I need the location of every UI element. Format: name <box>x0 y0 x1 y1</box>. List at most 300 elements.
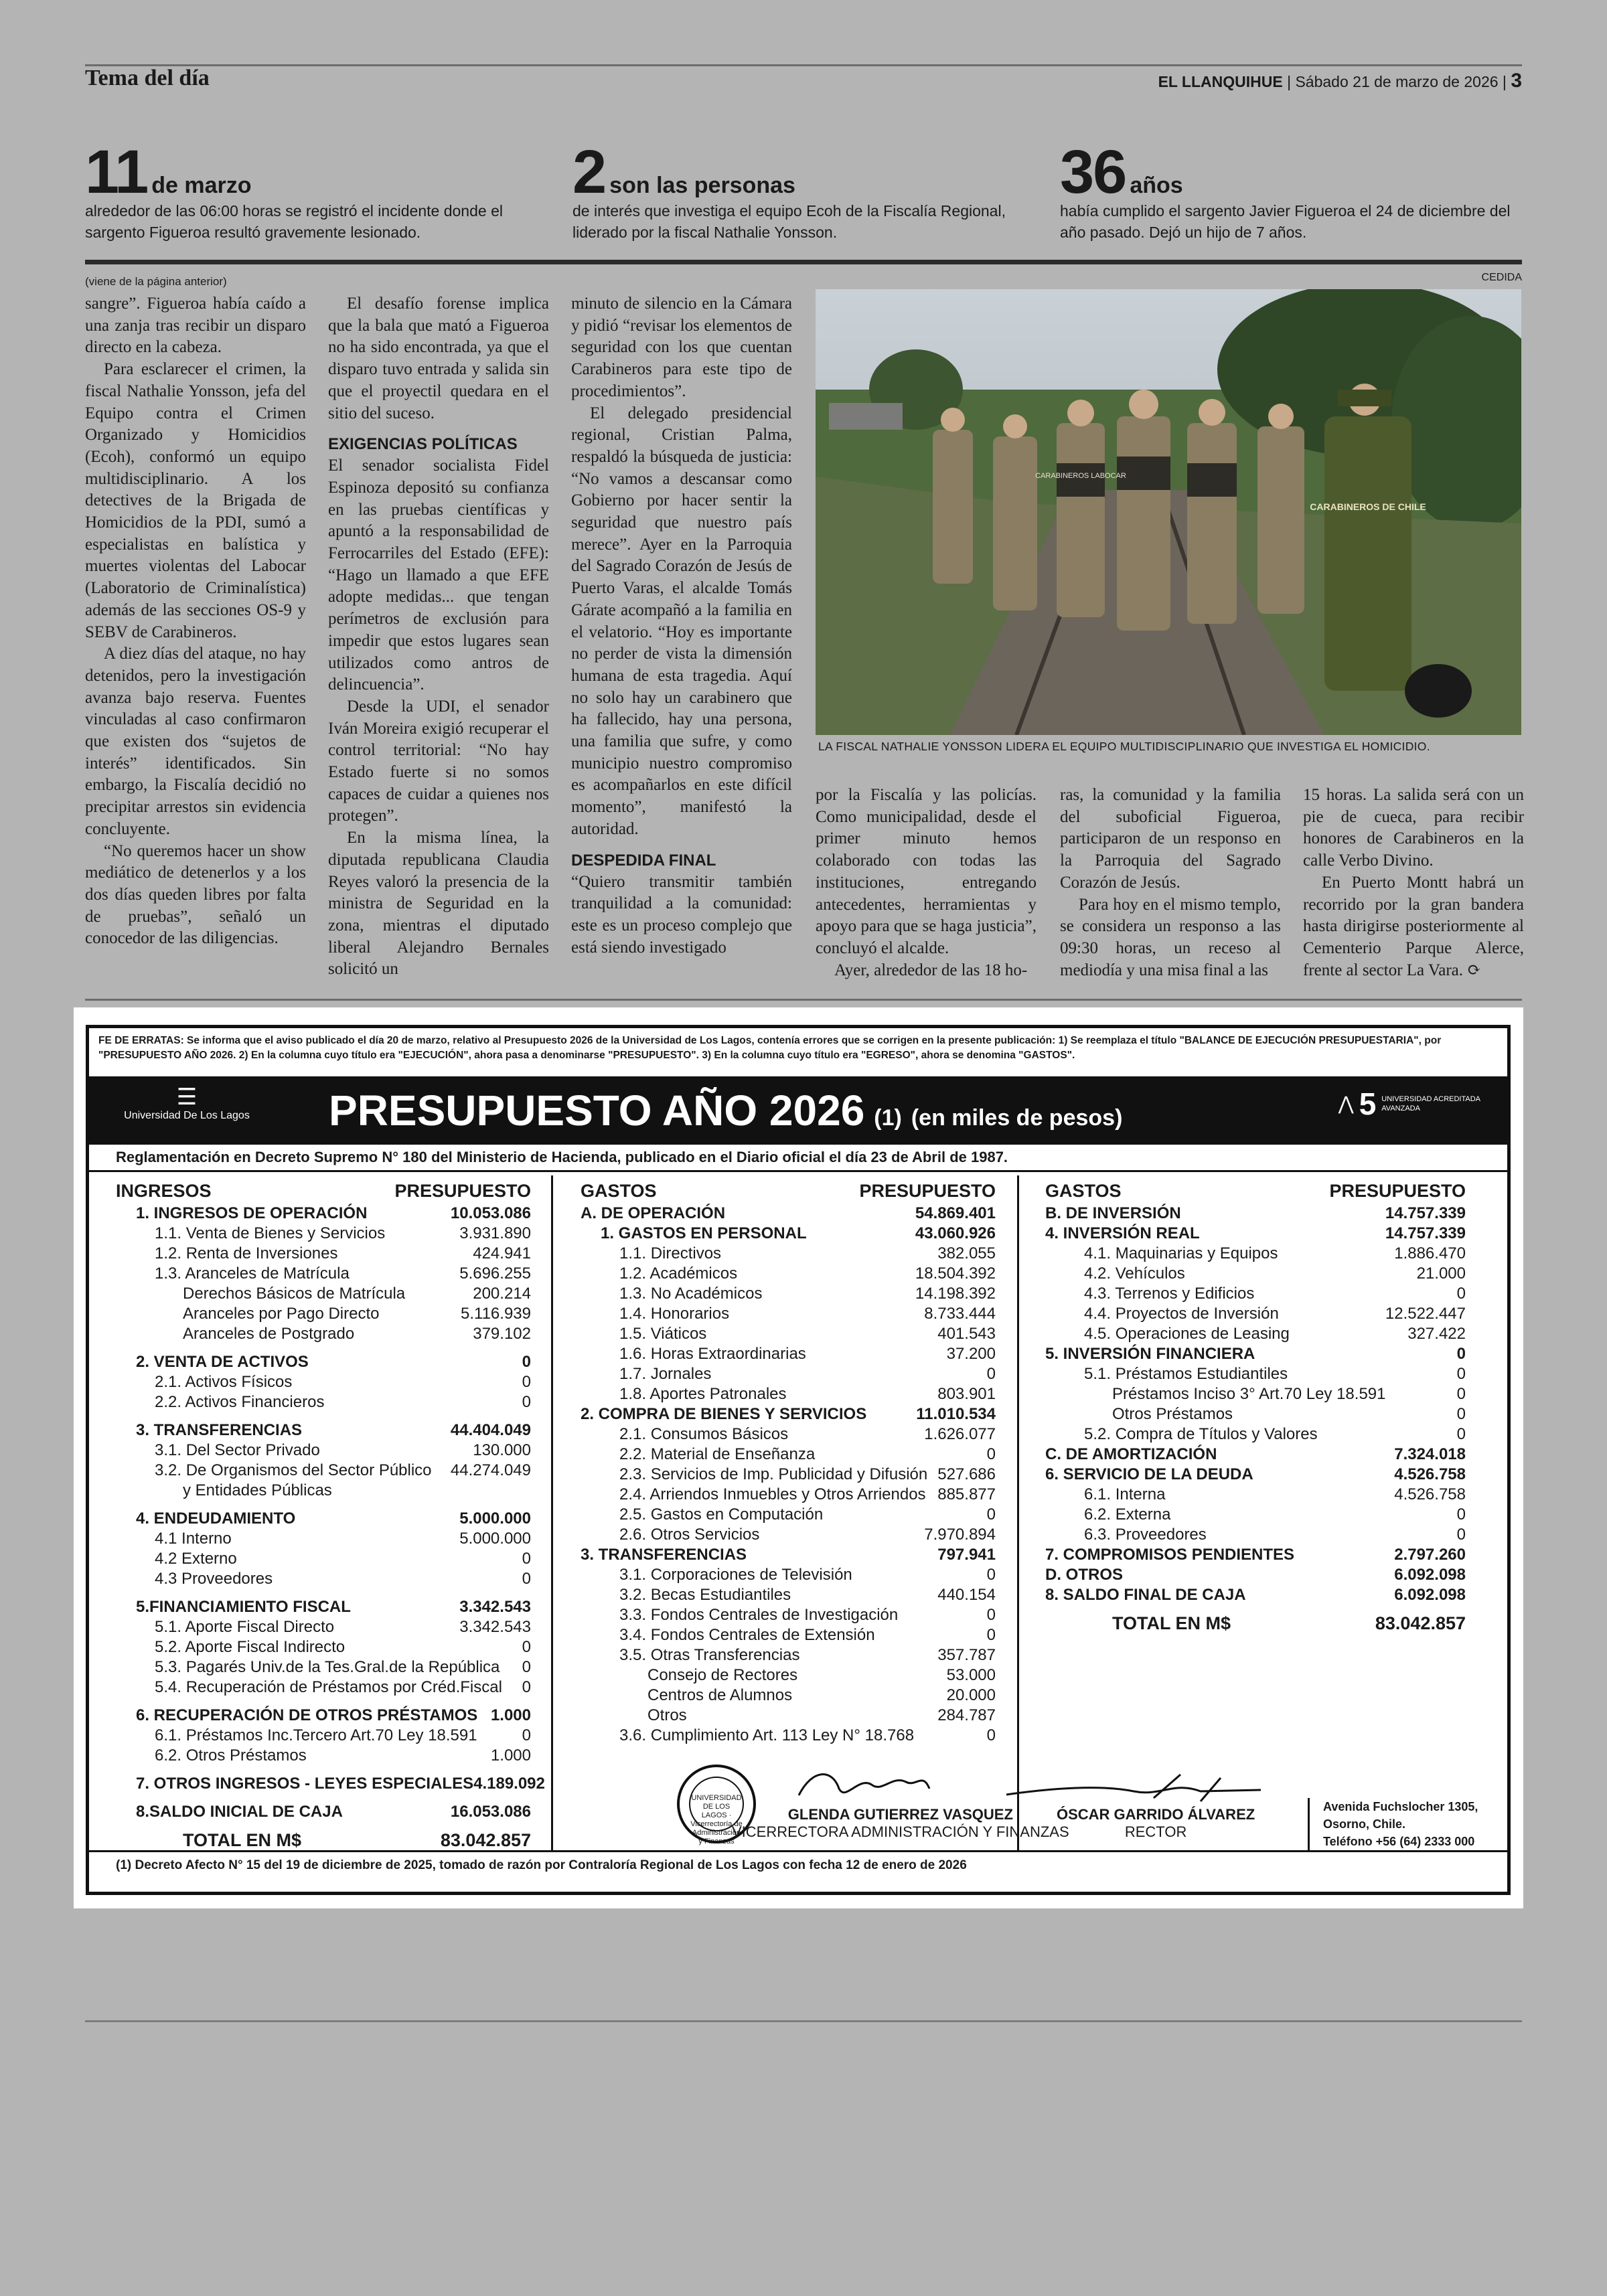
table-row <box>581 1404 996 1424</box>
row-label: 3.2. De Organismos del Sector Público <box>155 1461 432 1479</box>
table-row <box>1045 1384 1466 1404</box>
table-row <box>1045 1224 1466 1244</box>
paragraph: El desafío forense implica que la bala que mató a Figueroa no ha sido encontrada, ya que el disparo tuvo entrada y salida sin que el proyectil quedara en el sitio del suceso. <box>328 295 549 422</box>
row-value: 21.000 <box>1416 1264 1466 1283</box>
row-value: 43.060.926 <box>915 1224 996 1242</box>
row-value: 5.116.939 <box>461 1305 531 1323</box>
row-value: 0 <box>1456 1345 1466 1363</box>
row-value: 3.342.543 <box>459 1598 531 1616</box>
address-phone: Teléfono +56 (64) 2333 000 <box>1323 1835 1475 1848</box>
table-row <box>581 1424 996 1445</box>
row-value: 0 <box>986 1505 996 1524</box>
row-value: 0 <box>986 1726 996 1744</box>
table-row <box>116 1569 531 1589</box>
paragraph: Para esclarecer el crimen, la fiscal Nathalie Yonsson, jefa del Equipo contra el Crimen Organizado y Homicidios (Ecoh), conformó un equipo multidisciplinario. A los detectives de la Brigada de Homicidios de la PDI, sumó a especialistas en balística y muertes violentas del Labocar (Laboratorio de Criminalística) además de las secciones OS-9 y SEBV de Carabineros. <box>85 360 306 641</box>
row-value: 83.042.857 <box>1375 1613 1466 1633</box>
stat-persons <box>572 138 1041 243</box>
table-row <box>116 1657 531 1677</box>
table-row <box>1045 1204 1466 1224</box>
row-value: 2.797.260 <box>1394 1546 1466 1564</box>
paragraph: 15 horas. La salida será con un pie de cueca, para recibir honores de Carabineros en la calle Verbo Divino. <box>1303 786 1524 870</box>
row-value: 0 <box>522 1373 531 1391</box>
ad-title-unit: (en miles de pesos) <box>911 1105 1123 1131</box>
row-label: 3.6. Cumplimiento Art. 113 Ley N° 18.768 <box>619 1726 915 1744</box>
ad-title-text: PRESUPUESTO AÑO 2026 <box>329 1086 865 1135</box>
row-label: 4.4. Proyectos de Inversión <box>1084 1305 1279 1323</box>
table-row <box>1045 1505 1466 1525</box>
table-row <box>1045 1485 1466 1505</box>
row-value: 4.189.092 <box>473 1775 545 1793</box>
table-row <box>1045 1525 1466 1545</box>
table-row <box>116 1264 531 1284</box>
row-label: C. DE AMORTIZACIÓN <box>1045 1445 1217 1463</box>
row-label: Derechos Básicos de Matrícula <box>183 1285 406 1303</box>
gastos-operacion-table <box>581 1181 996 1746</box>
ad-title-band <box>89 1076 1507 1145</box>
row-value: 0 <box>986 1445 996 1463</box>
university-address <box>1308 1798 1478 1850</box>
table-row <box>1045 1613 1466 1637</box>
subheading: EXIGENCIAS POLÍTICAS <box>328 435 518 454</box>
row-value: 0 <box>1456 1385 1466 1403</box>
row-label: 1.1. Directivos <box>619 1244 722 1262</box>
row-value: 6.092.098 <box>1394 1566 1466 1584</box>
table-row <box>581 1706 996 1726</box>
university-logo <box>120 1084 254 1122</box>
row-label: y Entidades Públicas <box>183 1481 332 1499</box>
regulation-rule <box>89 1170 1507 1172</box>
row-label: 5. INVERSIÓN FINANCIERA <box>1045 1345 1255 1363</box>
table-row <box>116 1461 531 1481</box>
table-row <box>581 1686 996 1706</box>
signer-1-name: GLENDA GUTIERREZ VASQUEZ <box>787 1806 1013 1823</box>
row-value: 0 <box>1456 1405 1466 1423</box>
photo-illustration <box>816 289 1521 735</box>
row-value: 5.000.000 <box>459 1509 531 1528</box>
paragraph: El senador socialista Fidel Espinoza depositó su confianza en las pruebas científicas y apuntó a la responsabilidad de Ferrocarriles del Estado (EFE): “Hago un llamado a que EFE adopte medidas... que tengan perímetros de exclusión para impedir que estos lugares sean utilizados como antros de delincuencia”. <box>328 457 549 694</box>
gastos-inversion-table <box>1045 1181 1466 1637</box>
row-value: 8.733.444 <box>924 1305 996 1323</box>
row-label: 1.4. Honorarios <box>619 1305 730 1323</box>
row-value: 0 <box>1456 1505 1466 1524</box>
row-value: 4.526.758 <box>1394 1465 1466 1483</box>
row-label: D. OTROS <box>1045 1566 1124 1584</box>
row-label: 4. ENDEUDAMIENTO <box>136 1509 296 1528</box>
ingresos-table <box>116 1181 545 1854</box>
row-label: Centros de Alumnos <box>647 1686 793 1704</box>
table-row <box>581 1505 996 1525</box>
signature-1 <box>792 1762 939 1809</box>
row-label: TOTAL EN M$ <box>183 1830 302 1850</box>
row-label: 4.5. Operaciones de Leasing <box>1084 1325 1290 1343</box>
table-row <box>116 1372 531 1392</box>
photo-caption: LA FISCAL NATHALIE YONSSON LIDERA EL EQUIPO MULTIDISCIPLINARIO QUE INVESTIGA EL HOMICIDIO. <box>818 740 1430 753</box>
row-label: 2.2. Activos Financieros <box>155 1393 325 1411</box>
row-value: 0 <box>1456 1285 1466 1303</box>
paragraph: El delegado presidencial regional, Cristian Palma, respaldó la búsqueda de justicia: “No vamos a descansar como Gobierno por hacer sentir la seguridad que nuestro país merece”. Ayer en la Parroquia del Sagrado Corazón de Jesús de Puerto Varas, el alcalde Tomás Gárate acompañó a la familia en el velatorio. “Hoy es importante no perder de vista la dimensión humana de esta tragedia. Aquí no solo hay un carabinero que ha fallecido, hay una persona, una familia que sufre, y como municipio nuestro compromiso es acompañarlos en este difícil momento”, manifestó la autoridad. <box>571 404 792 838</box>
row-label: 1.5. Viáticos <box>619 1325 707 1343</box>
table-row <box>581 1445 996 1465</box>
table-row <box>581 1545 996 1565</box>
table-row <box>116 1529 531 1549</box>
signer-2 <box>1057 1806 1255 1841</box>
table-row <box>1045 1304 1466 1324</box>
header-presupuesto: PRESUPUESTO <box>859 1181 996 1201</box>
row-label: 1.7. Jornales <box>619 1365 712 1383</box>
table-row <box>116 1224 531 1244</box>
row-label: TOTAL EN M$ <box>1112 1613 1231 1633</box>
ad-title <box>329 1086 1122 1135</box>
table-row <box>116 1352 531 1372</box>
row-value: 20.000 <box>946 1686 996 1704</box>
row-label: 2.1. Activos Físicos <box>155 1373 293 1391</box>
row-value: 0 <box>986 1626 996 1644</box>
page-bottom-rule <box>85 2020 1522 2022</box>
row-value: 0 <box>522 1638 531 1656</box>
row-value: 16.053.086 <box>450 1803 531 1821</box>
row-value: 3.342.543 <box>459 1618 531 1636</box>
table-row <box>581 1525 996 1545</box>
footnote: (1) Decreto Afecto N° 15 del 19 de diciembre de 2025, tomado de razón por Contraloría Regional de Los Lagos con fecha 12 de enero de 2026 <box>116 1858 967 1872</box>
row-value: 382.055 <box>937 1244 996 1262</box>
row-label: 5.3. Pagarés Univ.de la Tes.Gral.de la República <box>155 1658 500 1676</box>
address-line: Osorno, Chile. <box>1323 1817 1406 1831</box>
row-value: 1.000 <box>490 1706 531 1724</box>
table-row <box>116 1324 531 1344</box>
table-row <box>1045 1284 1466 1304</box>
paragraph: Para hoy en el mismo templo, se considera un responso a las 09:30 horas, un receso al mediodía y una misa final a las <box>1060 895 1281 979</box>
table-row <box>1045 1585 1466 1605</box>
table-row <box>1045 1404 1466 1424</box>
table-row <box>116 1244 531 1264</box>
article-column-3 <box>571 293 792 959</box>
table-row <box>1045 1565 1466 1585</box>
paragraph: Ayer, alrededor de las 18 ho- <box>834 961 1028 979</box>
vest-label: CARABINEROS LABOCAR <box>1035 472 1126 480</box>
table-row <box>116 1304 531 1324</box>
row-value: 379.102 <box>473 1325 531 1343</box>
stat-number: 11 <box>85 138 148 206</box>
table-row <box>581 1645 996 1665</box>
ad-frame <box>86 1025 1511 1895</box>
row-label: 6.2. Otros Préstamos <box>155 1746 307 1765</box>
row-label: 6. RECUPERACIÓN DE OTROS PRÉSTAMOS <box>136 1706 478 1724</box>
row-label: 2.5. Gastos en Computación <box>619 1505 824 1524</box>
row-value: 37.200 <box>946 1345 996 1363</box>
paragraph: En la misma línea, la diputada republicana Claudia Reyes valoró la presencia de la ministra de Seguridad en la zona, mientras el diputado liberal Alejandro Bernales solicitó un <box>328 829 549 979</box>
article-column-1 <box>85 293 306 950</box>
row-label: Aranceles de Postgrado <box>183 1325 355 1343</box>
header-presupuesto: PRESUPUESTO <box>394 1181 531 1201</box>
row-value: 0 <box>986 1606 996 1624</box>
row-label: 1.3. No Académicos <box>619 1285 763 1303</box>
row-label: 2. COMPRA DE BIENES Y SERVICIOS <box>581 1405 867 1423</box>
table-row <box>116 1204 531 1224</box>
paragraph: sangre”. Figueroa había caído a una zanja tras recibir un disparo directo en la cabeza. <box>85 295 306 357</box>
row-label: 4.1. Maquinarias y Equipos <box>1084 1244 1278 1262</box>
section-title: Tema del día <box>85 66 210 90</box>
row-label: 4.2. Vehículos <box>1084 1264 1185 1283</box>
row-label: 1.6. Horas Extraordinarias <box>619 1345 806 1363</box>
table-row <box>116 1706 531 1726</box>
row-label: 3.4. Fondos Centrales de Extensión <box>619 1626 875 1644</box>
row-label: 4.3 Proveedores <box>155 1570 273 1588</box>
row-label: 1.8. Aportes Patronales <box>619 1385 787 1403</box>
paragraph: Desde la UDI, el senador Iván Moreira exigió recuperar el control territorial: “No hay Estado fuerte si no somos capaces de cuidar a quienes nos protegen”. <box>328 697 549 825</box>
row-value: 803.901 <box>937 1385 996 1403</box>
row-label: 5.2. Compra de Títulos y Valores <box>1084 1425 1318 1443</box>
row-value: 14.757.339 <box>1385 1224 1466 1242</box>
row-value: 0 <box>522 1570 531 1588</box>
row-label: 3.5. Otras Transferencias <box>619 1646 800 1664</box>
paragraph: A diez días del ataque, no hay detenidos, pero la investigación avanza bajo reserva. Fuentes vinculadas al caso confirmaron que existen dos “sujetos de interés” identificados. Sin embargo, la Fiscalía decidió no precipitar arrestos sin evidencia concluyente. <box>85 645 306 838</box>
table-row <box>581 1726 996 1746</box>
header-category: GASTOS <box>581 1181 657 1201</box>
ad-title-note: (1) <box>874 1105 902 1131</box>
article-column-5 <box>1060 785 1281 981</box>
table-row <box>116 1549 531 1569</box>
row-label: 1.1. Venta de Bienes y Servicios <box>155 1224 386 1242</box>
row-label: 4.3. Terrenos y Edificios <box>1084 1285 1255 1303</box>
table-row <box>1045 1465 1466 1485</box>
table-row <box>1045 1424 1466 1445</box>
table-row <box>581 1465 996 1485</box>
row-value: 0 <box>522 1353 531 1371</box>
table-row <box>116 1284 531 1304</box>
table-row <box>116 1617 531 1637</box>
row-value: 0 <box>1456 1365 1466 1383</box>
row-label: 3.1. Corporaciones de Televisión <box>619 1566 852 1584</box>
table-row <box>581 1364 996 1384</box>
row-label: 2.2. Material de Enseñanza <box>619 1445 816 1463</box>
stat-unit: son las personas <box>609 173 795 198</box>
row-value: 7.970.894 <box>924 1526 996 1544</box>
stat-date <box>85 138 554 243</box>
row-value: 53.000 <box>946 1666 996 1684</box>
row-label: 2. VENTA DE ACTIVOS <box>136 1353 309 1371</box>
table-row <box>581 1485 996 1505</box>
table-row <box>581 1324 996 1344</box>
row-label: Otros Préstamos <box>1112 1405 1233 1423</box>
table-row <box>116 1774 545 1794</box>
row-label: 5.FINANCIAMIENTO FISCAL <box>136 1598 351 1616</box>
row-value: 5.696.255 <box>459 1264 531 1283</box>
row-value: 12.522.447 <box>1385 1305 1466 1323</box>
signer-1-role: VICERRECTORA ADMINISTRACIÓN Y FINANZAS <box>732 1823 1069 1840</box>
row-label: 2.4. Arriendos Inmuebles y Otros Arriendos <box>619 1485 926 1503</box>
table-row <box>581 1665 996 1686</box>
subheading: DESPEDIDA FINAL <box>571 851 716 870</box>
table-row <box>581 1224 996 1244</box>
table-row <box>581 1204 996 1224</box>
table-row <box>116 1392 531 1412</box>
table-row <box>116 1509 531 1529</box>
table-row <box>581 1244 996 1264</box>
row-value: 200.214 <box>473 1285 531 1303</box>
signer-2-role: RECTOR <box>1124 1823 1187 1840</box>
errata-notice: FE DE ERRATAS: Se informa que el aviso publicado el día 20 de marzo, relativo al Presupuesto 2026 de la Universidad de Los Lagos, contenía errores que se corrigen en la presente publicación: 1) Se reemplaza el título "BALANCE DE EJECUCIÓN PRESUPUESTARIA", por "PRESUPUESTO AÑO 2026. 2) En la columna cuyo título era "EJECUCIÓN", ahora pasa a denominarse "PRESUPUESTO". 3) En la columna cuyo título era "EGRESO", ahora se denomina "GASTOS". <box>98 1035 1442 1061</box>
header-category: GASTOS <box>1045 1181 1122 1201</box>
row-label: 5.1. Préstamos Estudiantiles <box>1084 1365 1288 1383</box>
row-label: 2.3. Servicios de Imp. Publicidad y Difusión <box>619 1465 928 1483</box>
stat-description: de interés que investiga el equipo Ecoh de la Fiscalía Regional, liderado por la fiscal Nathalie Yonsson. <box>572 202 1006 241</box>
row-value: 5.000.000 <box>459 1530 531 1548</box>
continued-note: (viene de la página anterior) <box>85 275 227 288</box>
university-emblem-icon: ☰ <box>176 1084 198 1110</box>
column-divider <box>551 1175 553 1850</box>
table-row <box>116 1746 531 1766</box>
row-label: Consejo de Rectores <box>647 1666 798 1684</box>
row-label: 2.6. Otros Servicios <box>619 1526 760 1544</box>
table-row <box>581 1384 996 1404</box>
row-label: 3.3. Fondos Centrales de Investigación <box>619 1606 899 1624</box>
news-photo <box>816 289 1521 735</box>
table-row <box>581 1625 996 1645</box>
paragraph: por la Fiscalía y las policías. Como municipalidad, desde el primer minuto hemos colaborado con todas las instituciones, entregando antecedentes, herramientas y apoyo para que se haga justicia”, concluyó el alcalde. <box>816 786 1037 957</box>
address-line: Avenida Fuchslocher 1305, <box>1323 1800 1478 1813</box>
table-row <box>581 1284 996 1304</box>
table-row <box>581 1565 996 1585</box>
regulation-note: Reglamentación en Decreto Supremo N° 180 del Ministerio de Hacienda, publicado en el Diario oficial el día 23 de Abril de 1987. <box>116 1149 1008 1165</box>
cna-logo-icon: ⋀ <box>1338 1093 1354 1114</box>
row-value: 0 <box>522 1550 531 1568</box>
row-value: 885.877 <box>937 1485 996 1503</box>
row-value: 0 <box>986 1365 996 1383</box>
row-value: 14.757.339 <box>1385 1204 1466 1222</box>
row-label: 6.1. Préstamos Inc.Tercero Art.70 Ley 18.591 <box>155 1726 477 1744</box>
row-value: 797.941 <box>937 1546 996 1564</box>
row-label: 4. INVERSIÓN REAL <box>1045 1224 1200 1242</box>
row-value: 6.092.098 <box>1394 1586 1466 1604</box>
table-row <box>581 1585 996 1605</box>
paragraph: minuto de silencio en la Cámara y pidió “revisar los elementos de seguridad con los que cuentan Carabineros para este tipo de procedimientos”. <box>571 295 792 400</box>
accreditation-badge <box>1338 1088 1480 1119</box>
table-row <box>581 1344 996 1364</box>
row-label: 1. INGRESOS DE OPERACIÓN <box>136 1204 368 1222</box>
row-value: 440.154 <box>937 1586 996 1604</box>
row-label: 5.4. Recuperación de Préstamos por Créd.Fiscal <box>155 1678 502 1696</box>
row-value: 7.324.018 <box>1394 1445 1466 1463</box>
row-label: Aranceles por Pago Directo <box>183 1305 380 1323</box>
row-value: 0 <box>522 1393 531 1411</box>
row-label: 7. COMPROMISOS PENDIENTES <box>1045 1546 1295 1564</box>
row-value: 327.422 <box>1407 1325 1466 1343</box>
paragraph: “No queremos hacer un show mediático de detenerlos y a los dos días queden libres por falta de pruebas”, señaló un conocedor de las diligencias. <box>85 841 306 948</box>
signature-2 <box>1000 1771 1268 1811</box>
stat-description: alrededor de las 06:00 horas se registró el incidente donde el sargento Figueroa resultó gravemente lesionado. <box>85 202 503 241</box>
article-column-4 <box>816 785 1037 981</box>
row-label: 3.2. Becas Estudiantiles <box>619 1586 791 1604</box>
row-value: 0 <box>522 1678 531 1696</box>
accreditation-brand: AVANZADA <box>1381 1104 1420 1113</box>
row-label: 8.SALDO INICIAL DE CAJA <box>136 1803 343 1821</box>
stat-description: había cumplido el sargento Javier Figueroa el 24 de diciembre del año pasado. Dejó un hijo de 7 años. <box>1060 202 1511 241</box>
row-label: 6.3. Proveedores <box>1084 1526 1207 1544</box>
table-row <box>1045 1445 1466 1465</box>
row-value: 0 <box>522 1658 531 1676</box>
row-label: 1.2. Renta de Inversiones <box>155 1244 338 1262</box>
row-label: A. DE OPERACIÓN <box>581 1204 726 1222</box>
photo-credit: CEDIDA <box>1481 272 1522 283</box>
table-row <box>116 1441 531 1461</box>
accreditation-years: 5 <box>1359 1086 1377 1121</box>
article-bottom-rule <box>85 999 1522 1001</box>
row-label: 5.2. Aporte Fiscal Indirecto <box>155 1638 346 1656</box>
table-row <box>1045 1364 1466 1384</box>
row-label: 4.2 Externo <box>155 1550 237 1568</box>
row-label: 3. TRANSFERENCIAS <box>136 1421 303 1439</box>
row-value: 284.787 <box>937 1706 996 1724</box>
row-value: 14.198.392 <box>915 1285 996 1303</box>
row-label: 3.1. Del Sector Privado <box>155 1441 320 1459</box>
table-row <box>1045 1264 1466 1284</box>
row-value: 4.526.758 <box>1394 1485 1466 1503</box>
row-label: 5.1. Aporte Fiscal Directo <box>155 1618 335 1636</box>
table-row <box>1045 1545 1466 1565</box>
vest-label: CARABINEROS DE CHILE <box>1310 501 1426 512</box>
row-value: 83.042.857 <box>440 1830 531 1850</box>
row-label: Otros <box>647 1706 687 1724</box>
row-label: 1.2. Académicos <box>619 1264 738 1283</box>
stat-number: 2 <box>572 138 606 206</box>
row-value: 0 <box>1456 1526 1466 1544</box>
row-label: 6. SERVICIO DE LA DEUDA <box>1045 1465 1253 1483</box>
row-label: 6.1. Interna <box>1084 1485 1166 1503</box>
table-row <box>581 1605 996 1625</box>
signer-2-name: ÓSCAR GARRIDO ÁLVAREZ <box>1057 1806 1255 1823</box>
accreditation-label: UNIVERSIDAD ACREDITADA <box>1381 1095 1480 1103</box>
masthead: EL LLANQUIHUE | Sábado 21 de marzo de 2026 | 3 <box>1158 70 1522 92</box>
row-value: 357.787 <box>937 1646 996 1664</box>
table-row <box>116 1481 531 1501</box>
table-row <box>1045 1244 1466 1264</box>
table-row <box>581 1304 996 1324</box>
row-value: 424.941 <box>473 1244 531 1262</box>
table-row <box>116 1420 531 1441</box>
stat-number: 36 <box>1060 138 1126 206</box>
row-label: 6.2. Externa <box>1084 1505 1171 1524</box>
row-value: 401.543 <box>937 1325 996 1343</box>
header-presupuesto: PRESUPUESTO <box>1329 1181 1466 1201</box>
article-column-6 <box>1303 785 1524 981</box>
article-column-2 <box>328 293 549 981</box>
row-value: 0 <box>522 1726 531 1744</box>
row-label: B. DE INVERSIÓN <box>1045 1204 1181 1222</box>
footnote-rule <box>89 1850 1507 1852</box>
stat-age <box>1060 138 1529 243</box>
seal-text: UNIVERSIDAD DE LOS LAGOS · Vicerrectoría de Administración y Finanzas <box>689 1777 744 1831</box>
table-row <box>116 1597 531 1617</box>
newspaper-name: EL LLANQUIHUE <box>1158 73 1283 90</box>
row-value: 18.504.392 <box>915 1264 996 1283</box>
row-value: 1.626.077 <box>924 1425 996 1443</box>
row-value: 1.886.470 <box>1394 1244 1466 1262</box>
row-label: 8. SALDO FINAL DE CAJA <box>1045 1586 1246 1604</box>
page-number: 3 <box>1511 70 1522 92</box>
row-value: 44.404.049 <box>450 1421 531 1439</box>
row-label: 1. GASTOS EN PERSONAL <box>601 1224 807 1242</box>
row-value: 54.869.401 <box>915 1204 996 1222</box>
table-row <box>1045 1324 1466 1344</box>
budget-advertisement <box>74 1007 1523 1908</box>
table-row <box>116 1726 531 1746</box>
table-row <box>116 1637 531 1657</box>
row-value: 130.000 <box>473 1441 531 1459</box>
row-value: 44.274.049 <box>450 1461 531 1479</box>
table-header <box>581 1181 996 1204</box>
issue-date: Sábado 21 de marzo de 2026 <box>1295 73 1499 90</box>
table-row <box>581 1264 996 1284</box>
